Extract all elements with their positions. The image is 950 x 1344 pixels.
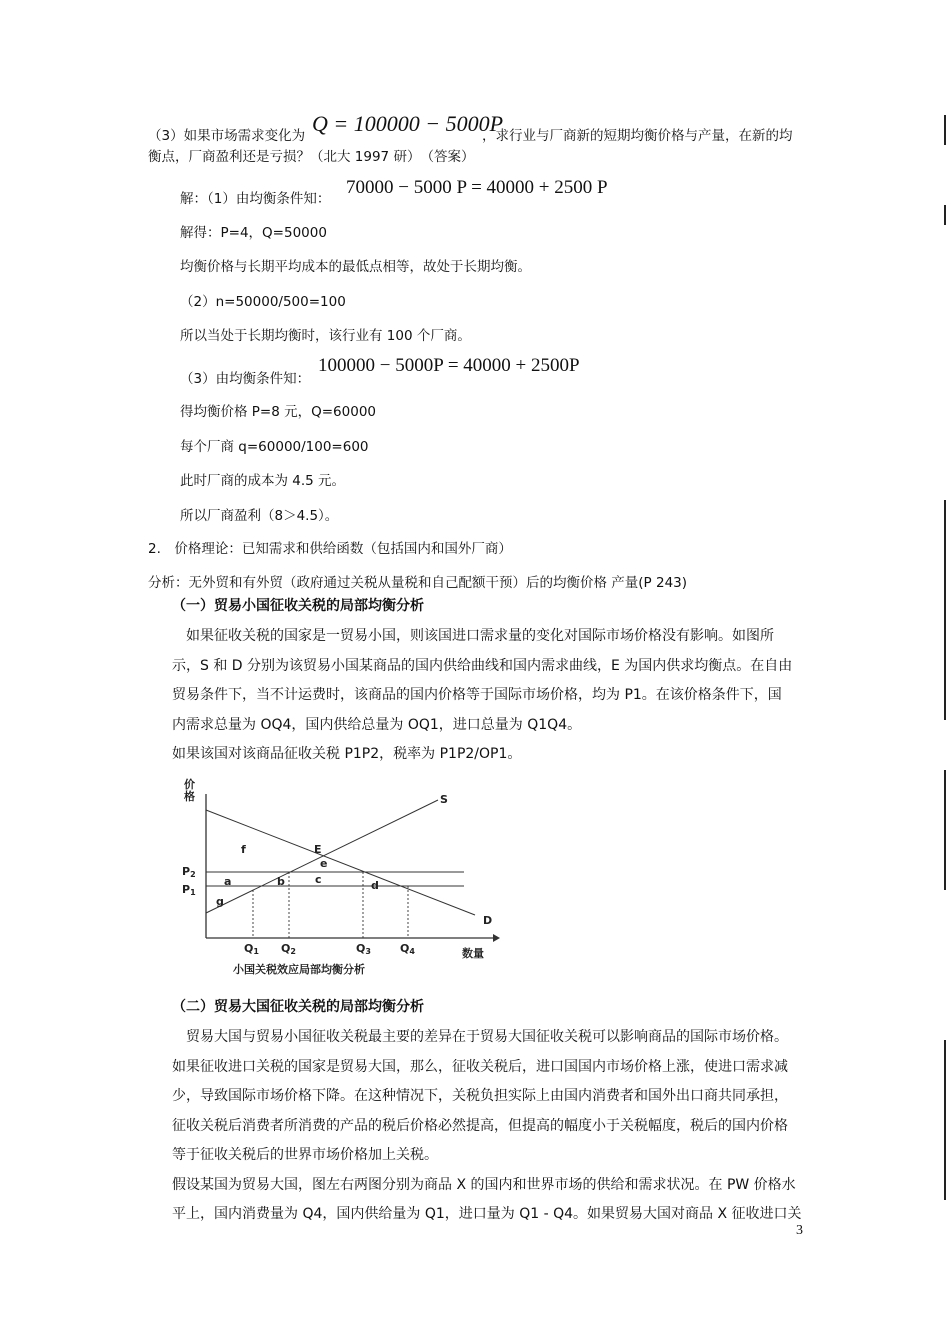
supply-label: S — [440, 793, 448, 806]
q3-label: Q3 — [356, 942, 371, 956]
x-axis-label: 数量 — [462, 947, 484, 960]
solution-line-8: 每个厂商 q=60000/100=600 — [180, 439, 369, 455]
paragraph-line: 平上，国内消费量为 Q4，国内供给量为 Q1，进口量为 Q1 - Q4。如果贸易大国对商品 X 征收进口关 — [172, 1206, 802, 1222]
paragraph-line: 如果该国对该商品征收关税 P1P2，税率为 P1P2/OP1。 — [172, 746, 522, 762]
analysis-line: 分析：无外贸和有外贸（政府通过关税从量税和自己配额干预）后的均衡价格 产量(P 243) — [148, 575, 688, 591]
y-axis-label: 格 — [184, 790, 195, 803]
paragraph-large-country — [172, 1023, 822, 1230]
p1-label: P1 — [182, 883, 196, 897]
page-edge-mark — [944, 1040, 946, 1200]
solution-formula-1: 70000 − 5000 P = 40000 + 2500 P — [346, 177, 608, 198]
paragraph-line: 少，导致国际市场价格下降。在这种情况下，关税负担实际上由国内消费者和国外出口商共同承担， — [172, 1088, 788, 1104]
paragraph-line: 贸易大国与贸易小国征收关税最主要的差异在于贸易大国征收关税可以影响商品的国际市场价格。 — [172, 1029, 788, 1045]
area-label-a: a — [224, 875, 232, 888]
solution-line-6: （3）由均衡条件知： — [180, 371, 311, 387]
item-2: 2. 价格理论：已知需求和供给函数（包括国内和国外厂商） — [148, 541, 512, 557]
section-heading-large-country: （二）贸易大国征收关税的局部均衡分析 — [172, 999, 424, 1015]
paragraph-line: 示，S 和 D 分别为该贸易小国某商品的国内供给曲线和国内需求曲线，E 为国内供求均衡点。在自由 — [172, 657, 793, 674]
solution-line-9: 此时厂商的成本为 4.5 元。 — [180, 473, 346, 489]
paragraph-line: 如果征收进口关税的国家是贸易大国，那么，征收关税后，进口国国内市场价格上涨，使进口需求减 — [172, 1058, 788, 1075]
demand-label: D — [483, 914, 493, 927]
area-label-g: g — [216, 895, 224, 908]
page-edge-mark — [944, 770, 946, 890]
area-label-c: c — [315, 873, 322, 886]
solution-line-2: 解得：P=4，Q=50000 — [180, 225, 327, 241]
paragraph-small-country — [172, 622, 822, 770]
q2-label: Q2 — [281, 942, 296, 956]
area-label-f: f — [241, 843, 246, 856]
page-edge-mark — [944, 500, 946, 720]
y-axis-label: 价 — [184, 778, 195, 791]
question-3-prefix: （3）如果市场需求变化为 — [148, 128, 306, 144]
p2-label: P2 — [182, 865, 196, 879]
paragraph-line: 征收关税后消费者所消费的产品的税后价格必然提高，但提高的幅度小于关税幅度，税后的国内价格 — [172, 1117, 788, 1134]
area-label-b: b — [277, 875, 285, 888]
equilibrium-label: E — [314, 843, 322, 856]
paragraph-line: 贸易条件下，当不计运费时，该商品的国内价格等于国际市场价格，均为 P1。在该价格条件下，国 — [172, 687, 782, 703]
question-3-formula: Q = 100000 − 5000P — [312, 111, 504, 136]
solution-line-5: 所以当处于长期均衡时，该行业有 100 个厂商。 — [180, 328, 471, 344]
paragraph-line: 如果征收关税的国家是一贸易小国，则该国进口需求量的变化对国际市场价格没有影响。如图所 — [172, 628, 774, 644]
solution-line-7: 得均衡价格 P=8 元，Q=60000 — [180, 404, 377, 420]
demand-curve — [206, 810, 475, 915]
solution-formula-2: 100000 − 5000P = 40000 + 2500P — [318, 355, 580, 376]
paragraph-line: 假设某国为贸易大国，图左右两图分别为商品 X 的国内和世界市场的供给和需求状况。在 PW 价格水 — [172, 1176, 796, 1193]
area-label-e: e — [320, 857, 328, 870]
paragraph-line: 等于征收关税后的世界市场价格加上关税。 — [172, 1147, 438, 1163]
figure-caption: 小国关税效应局部均衡分析 — [233, 963, 365, 976]
question-3-suffix: ，求行业与厂商新的短期均衡价格与产量，在新的均 — [482, 128, 793, 144]
paragraph-line: 内需求总量为 OQ4，国内供给总量为 OQ1，进口总量为 Q1Q4。 — [172, 716, 582, 733]
area-label-d: d — [371, 879, 379, 892]
solution-line-1: 解：（1）由均衡条件知： — [180, 191, 331, 207]
solution-line-4: （2）n=50000/500=100 — [180, 294, 346, 310]
page-edge-mark — [944, 205, 946, 225]
q4-label: Q4 — [400, 942, 415, 956]
question-3-line2: 衡点，厂商盈利还是亏损？（北大 1997 研） （答案） — [148, 149, 475, 165]
solution-line-10: 所以厂商盈利（8＞4.5）。 — [180, 508, 339, 524]
page-number: 3 — [796, 1223, 803, 1238]
tariff-effect-figure — [175, 772, 505, 978]
x-axis-arrow — [493, 934, 500, 942]
page-edge-mark — [944, 115, 946, 145]
solution-line-3: 均衡价格与长期平均成本的最低点相等，故处于长期均衡。 — [180, 259, 531, 275]
q1-label: Q1 — [244, 942, 259, 956]
section-heading-small-country: （一）贸易小国征收关税的局部均衡分析 — [172, 598, 424, 614]
